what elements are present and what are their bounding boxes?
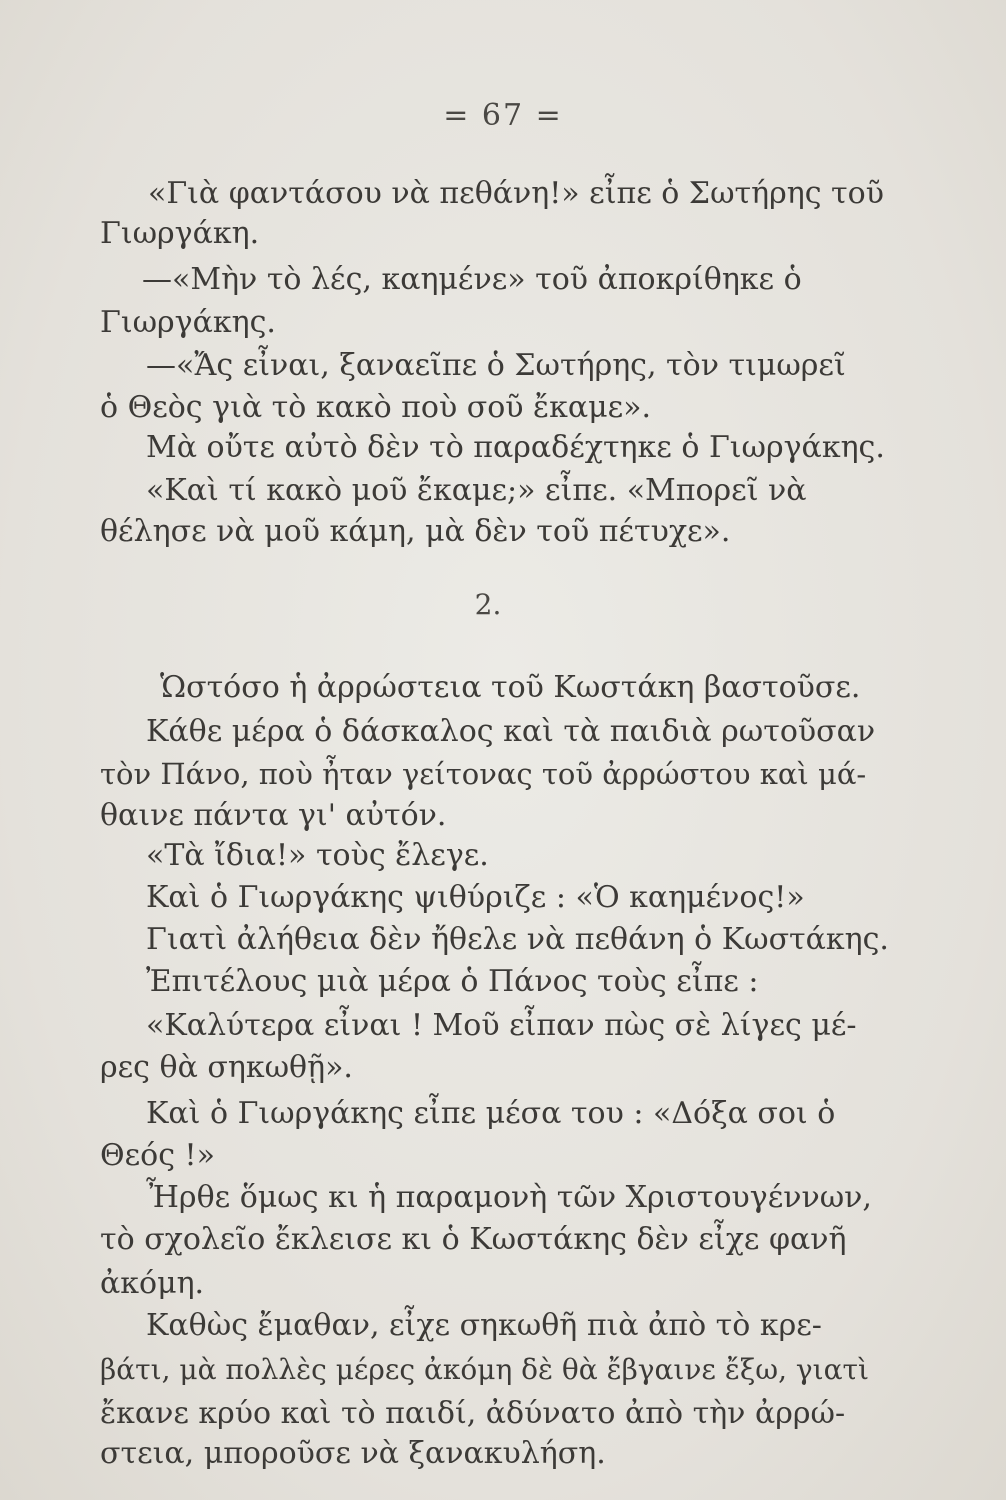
text-line: θέλησε νὰ μοῦ κάμη, μὰ δὲν τοῦ πέτυχε».: [100, 514, 731, 549]
text-line: Γιωργάκης.: [100, 305, 276, 340]
text-line: θαινε πάντα γι' αὐτόν.: [100, 798, 447, 833]
text-line: ἀκόμη.: [100, 1266, 205, 1301]
text-line: Μὰ οὔτε αὐτὸ δὲν τὸ παραδέχτηκε ὁ Γιωργάκης.: [146, 430, 885, 465]
text-line: Καὶ ὁ Γιωργάκης ψιθύριζε : «Ὁ καημένος!»: [146, 880, 805, 915]
text-line: —«Μὴν τὸ λές, καημένε» τοῦ ἀποκρίθηκε ὁ: [142, 262, 802, 297]
text-line: τὸν Πάνο, ποὺ ἦταν γείτονας τοῦ ἀρρώστου καὶ μά-: [100, 757, 867, 791]
text-line: Καθὼς ἔμαθαν, εἶχε σηκωθῆ πιὰ ἀπὸ τὸ κρε-: [146, 1308, 822, 1343]
text-line: Καὶ ὁ Γιωργάκης εἶπε μέσα του : «Δόξα σοι ὁ: [146, 1096, 836, 1131]
text-line: ὁ Θεὸς γιὰ τὸ κακὸ ποὺ σοῦ ἔκαμε».: [100, 390, 652, 425]
text-line: Ἐπιτέλους μιὰ μέρα ὁ Πάνος τοὺς εἶπε :: [146, 964, 759, 999]
text-line: Γιωργάκη.: [100, 216, 260, 251]
text-line: «Καὶ τί κακὸ μοῦ ἔκαμε;» εἶπε. «Μπορεῖ νὰ: [146, 473, 807, 508]
text-line: ρες θὰ σηκωθῇ».: [100, 1050, 353, 1085]
text-line: Θεός !»: [100, 1138, 215, 1173]
text-line: Γιατὶ ἀλήθεια δὲν ἤθελε νὰ πεθάνη ὁ Κωστάκης.: [146, 922, 889, 957]
page-number: = 67 =: [443, 98, 563, 133]
text-line: τὸ σχολεῖο ἔκλεισε κι ὁ Κωστάκης δὲν εἶχε φανῆ: [100, 1222, 847, 1257]
text-line: «Καλύτερα εἶναι ! Μοῦ εἶπαν πὼς σὲ λίγες μέ-: [146, 1008, 857, 1043]
text-line: «Γιὰ φαντάσου νὰ πεθάνη!» εἶπε ὁ Σωτήρης τοῦ: [148, 176, 884, 211]
text-line: —«Ἄς εἶναι, ξαναεῖπε ὁ Σωτήρης, τὸν τιμωρεῖ: [146, 348, 846, 383]
text-line: Κάθε μέρα ὁ δάσκαλος καὶ τὰ παιδιὰ ρωτοῦσαν: [146, 714, 876, 749]
text-line: Ὡστόσο ἡ ἀρρώστεια τοῦ Κωστάκη βαστοῦσε.: [160, 670, 861, 705]
text-line: βάτι, μὰ πολλὲς μέρες ἀκόμη δὲ θὰ ἔβγαινε ἔξω, γιατὶ: [100, 1353, 870, 1386]
text-line: ἔκανε κρύο καὶ τὸ παιδί, ἀδύνατο ἀπὸ τὴν ἀρρώ-: [100, 1396, 846, 1431]
text-line: στεια, μποροῦσε νὰ ξανακυλήση.: [100, 1436, 606, 1471]
text-line: Ἦρθε ὅμως κι ἡ παραμονὴ τῶν Χριστουγέννων,: [146, 1180, 872, 1215]
section-number: 2.: [474, 588, 502, 621]
text-line: «Τὰ ἴδια!» τοὺς ἔλεγε.: [146, 838, 489, 873]
